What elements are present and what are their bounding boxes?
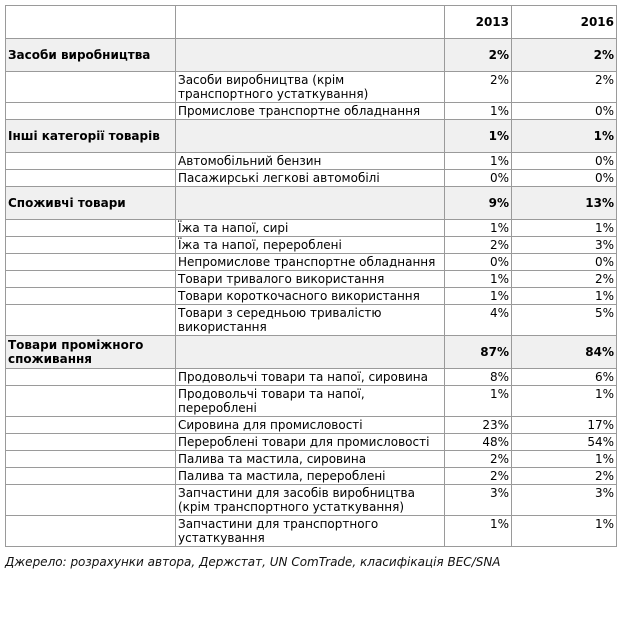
item-group-empty [6, 434, 176, 451]
item-value-2016: 2% [512, 271, 617, 288]
item-label: Промислове транспортне обладнання [176, 103, 445, 120]
item-group-empty [6, 72, 176, 103]
item-row [6, 485, 617, 516]
group-value-2016: 2% [512, 39, 617, 72]
item-row [6, 434, 617, 451]
group-value-2013: 87% [445, 336, 512, 369]
group-row [6, 120, 617, 153]
item-label: Їжа та напої, перероблені [176, 237, 445, 254]
group-row [6, 336, 617, 369]
item-group-empty [6, 386, 176, 417]
header-row [6, 6, 617, 39]
item-value-2016: 17% [512, 417, 617, 434]
group-value-2013: 1% [445, 120, 512, 153]
item-group-empty [6, 271, 176, 288]
item-group-empty [6, 451, 176, 468]
item-label: Автомобільний бензин [176, 153, 445, 170]
header-year-2016: 2016 [512, 6, 617, 39]
item-row [6, 369, 617, 386]
item-group-empty [6, 516, 176, 547]
item-row [6, 386, 617, 417]
item-value-2013: 1% [445, 288, 512, 305]
group-row [6, 187, 617, 220]
item-row [6, 254, 617, 271]
item-label: Продовольчі товари та напої, перероблені [176, 386, 445, 417]
item-value-2013: 2% [445, 468, 512, 485]
item-row [6, 170, 617, 187]
item-value-2013: 8% [445, 369, 512, 386]
item-row [6, 451, 617, 468]
item-value-2013: 1% [445, 153, 512, 170]
source-note: Джерело: розрахунки автора, Держстат, UN ComTrade, класифікація BEC/SNA [5, 555, 501, 569]
item-label: Палива та мастила, перероблені [176, 468, 445, 485]
item-label: Товари тривалого використання [176, 271, 445, 288]
item-value-2013: 2% [445, 72, 512, 103]
item-label: Сировина для промисловості [176, 417, 445, 434]
item-row [6, 516, 617, 547]
item-label: Запчастини для засобів виробництва (крім транспортного устаткування) [176, 485, 445, 516]
item-label: Товари з середньою тривалістю використання [176, 305, 445, 336]
item-label: Товари короткочасного використання [176, 288, 445, 305]
item-value-2013: 2% [445, 237, 512, 254]
item-value-2016: 1% [512, 220, 617, 237]
item-value-2016: 1% [512, 451, 617, 468]
group-subcategory-empty [176, 39, 445, 72]
item-row [6, 468, 617, 485]
item-value-2013: 2% [445, 451, 512, 468]
item-value-2013: 3% [445, 485, 512, 516]
item-group-empty [6, 103, 176, 120]
item-row [6, 305, 617, 336]
document [5, 5, 616, 569]
group-subcategory-empty [176, 187, 445, 220]
item-value-2013: 0% [445, 254, 512, 271]
header-cell-empty-2 [176, 6, 445, 39]
item-row [6, 220, 617, 237]
item-label: Засоби виробництва (крім транспортного устаткування) [176, 72, 445, 103]
item-label: Запчастини для транспортного устаткування [176, 516, 445, 547]
item-value-2016: 2% [512, 468, 617, 485]
item-value-2016: 0% [512, 254, 617, 271]
item-value-2013: 0% [445, 170, 512, 187]
item-label: Продовольчі товари та напої, сировина [176, 369, 445, 386]
group-name: Споживчі товари [6, 187, 176, 220]
item-group-empty [6, 468, 176, 485]
header-cell-empty-1 [6, 6, 176, 39]
group-value-2013: 2% [445, 39, 512, 72]
item-value-2013: 1% [445, 271, 512, 288]
item-label: Пасажирські легкові автомобілі [176, 170, 445, 187]
table-body [6, 6, 617, 547]
group-subcategory-empty [176, 336, 445, 369]
item-group-empty [6, 417, 176, 434]
item-value-2016: 6% [512, 369, 617, 386]
item-label: Їжа та напої, сирі [176, 220, 445, 237]
item-value-2016: 1% [512, 386, 617, 417]
group-value-2016: 84% [512, 336, 617, 369]
item-group-empty [6, 369, 176, 386]
item-row [6, 288, 617, 305]
item-group-empty [6, 237, 176, 254]
group-name: Товари проміжного споживання [6, 336, 176, 369]
item-row [6, 153, 617, 170]
item-row [6, 417, 617, 434]
item-value-2013: 23% [445, 417, 512, 434]
item-group-empty [6, 254, 176, 271]
item-value-2016: 3% [512, 237, 617, 254]
item-value-2016: 0% [512, 103, 617, 120]
item-value-2013: 1% [445, 386, 512, 417]
item-value-2016: 2% [512, 72, 617, 103]
item-group-empty [6, 153, 176, 170]
group-subcategory-empty [176, 120, 445, 153]
item-value-2016: 0% [512, 170, 617, 187]
item-label: Перероблені товари для промисловості [176, 434, 445, 451]
item-value-2016: 1% [512, 516, 617, 547]
item-value-2013: 1% [445, 220, 512, 237]
item-value-2016: 3% [512, 485, 617, 516]
item-group-empty [6, 305, 176, 336]
group-value-2016: 13% [512, 187, 617, 220]
item-value-2016: 1% [512, 288, 617, 305]
item-group-empty [6, 288, 176, 305]
item-group-empty [6, 220, 176, 237]
group-row [6, 39, 617, 72]
item-row [6, 237, 617, 254]
item-value-2013: 1% [445, 103, 512, 120]
item-group-empty [6, 485, 176, 516]
trade-structure-table [5, 5, 617, 547]
item-row [6, 103, 617, 120]
header-year-2013: 2013 [445, 6, 512, 39]
item-value-2016: 54% [512, 434, 617, 451]
item-row [6, 72, 617, 103]
item-value-2013: 1% [445, 516, 512, 547]
item-value-2013: 4% [445, 305, 512, 336]
item-label: Непромислове транспортне обладнання [176, 254, 445, 271]
item-value-2013: 48% [445, 434, 512, 451]
group-name: Інші категорії товарів [6, 120, 176, 153]
item-group-empty [6, 170, 176, 187]
group-value-2016: 1% [512, 120, 617, 153]
item-value-2016: 0% [512, 153, 617, 170]
item-row [6, 271, 617, 288]
group-value-2013: 9% [445, 187, 512, 220]
item-value-2016: 5% [512, 305, 617, 336]
group-name: Засоби виробництва [6, 39, 176, 72]
item-label: Палива та мастила, сировина [176, 451, 445, 468]
